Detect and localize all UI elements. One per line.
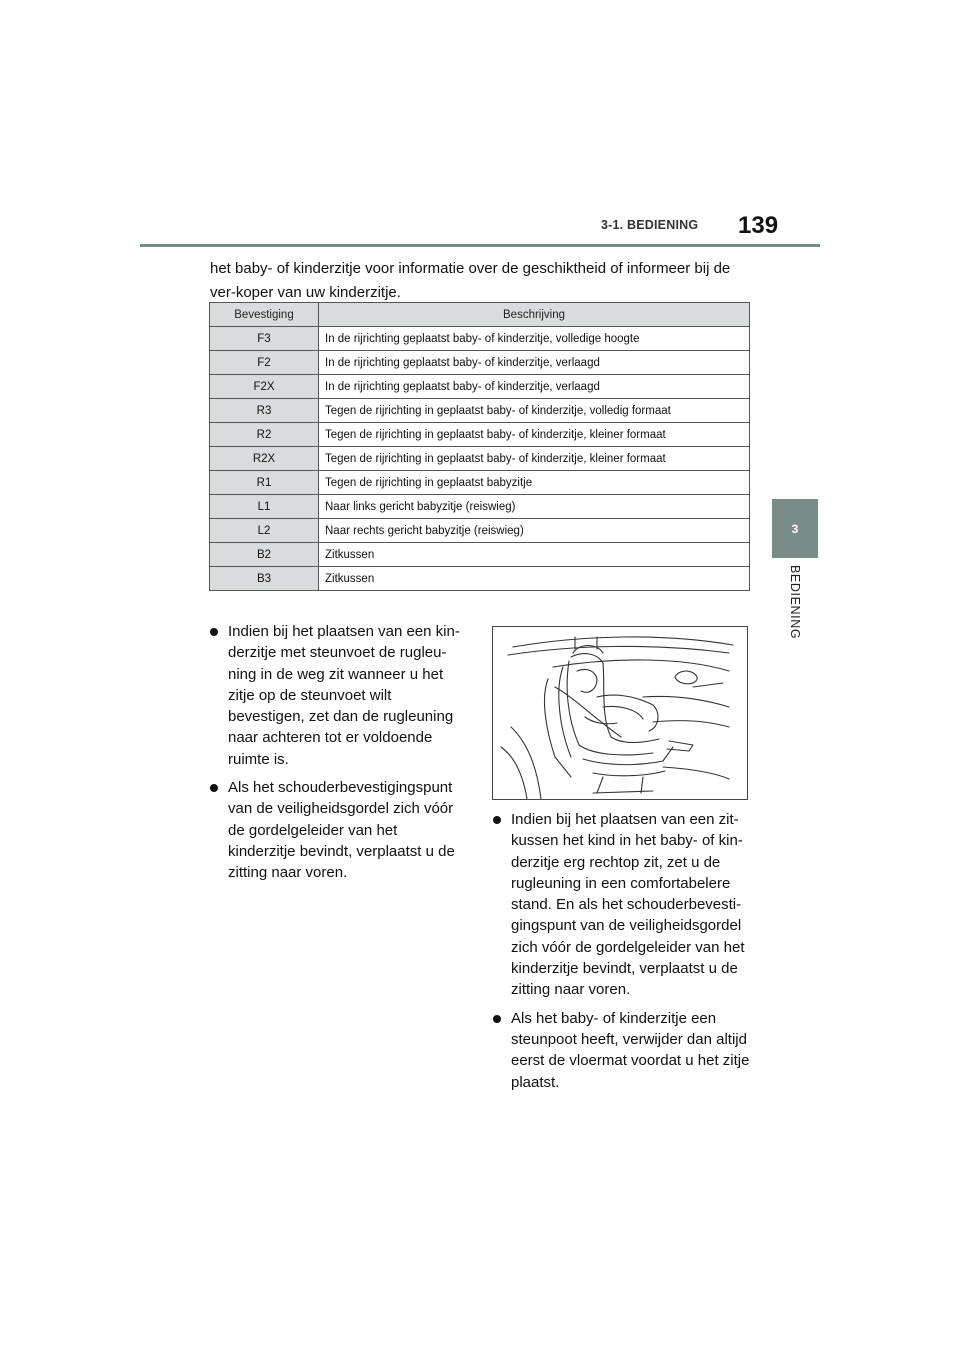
fixation-description: In de rijrichting geplaatst baby- of kinderzitje, verlaagd [319,375,750,399]
list-item [493,809,751,1001]
chapter-label: BEDIENING [788,565,802,640]
table-header-row [210,303,750,327]
fixation-description: Zitkussen [319,567,750,591]
bullet-icon [210,784,218,792]
bullet-list-right [493,809,751,1100]
bullet-icon [493,1015,501,1023]
fixation-description: Naar links gericht babyzitje (reiswieg) [319,495,750,519]
fixation-description: Tegen de rijrichting in geplaatst baby- of kinderzitje, kleiner formaat [319,447,750,471]
column-header-beschrijving: Beschrijving [319,303,750,327]
fixation-code: B3 [210,567,319,591]
table-row [210,567,750,591]
fixation-code: F2X [210,375,319,399]
car-seat-drawing [493,627,747,799]
fixation-description: Tegen de rijrichting in geplaatst baby- of kinderzitje, volledig formaat [319,399,750,423]
table-row [210,423,750,447]
table-row [210,447,750,471]
fixation-code: F3 [210,327,319,351]
fixation-description: Naar rechts gericht babyzitje (reiswieg) [319,519,750,543]
fixation-code: L1 [210,495,319,519]
bullet-text: Als het baby- of kinderzitje een steunpoot heeft, verwijder dan altijd eerst de vloermat voordat u het zitje plaatst. [511,1009,750,1091]
fixation-code: R1 [210,471,319,495]
fixation-code: F2 [210,351,319,375]
bullet-text: Indien bij het plaatsen van een kin-derzitje met steunvoet de rugleu-ning in de weg zit wanneer u het zitje op de steunvoet wilt bevestigen, zet dan de rugleuning naar achteren tot er voldoende ruimte is. [228,623,460,768]
child-seat-illustration [492,626,748,800]
list-item [493,1008,751,1093]
fixation-description: In de rijrichting geplaatst baby- of kinderzitje, verlaagd [319,351,750,375]
section-title: 3-1. BEDIENING [601,218,699,232]
fixation-table [209,302,750,591]
fixation-code: R3 [210,399,319,423]
fixation-description: Tegen de rijrichting in geplaatst baby- of kinderzitje, kleiner formaat [319,423,750,447]
table-row [210,351,750,375]
page-number: 139 [738,212,779,239]
chapter-tab [772,499,818,558]
table-row [210,375,750,399]
fixation-code: R2X [210,447,319,471]
table-row [210,543,750,567]
table-row [210,471,750,495]
table-row [210,495,750,519]
bullet-icon [493,816,501,824]
column-header-bevestiging: Bevestiging [210,303,319,327]
fixation-description: In de rijrichting geplaatst baby- of kinderzitje, volledige hoogte [319,327,750,351]
header-divider [140,244,820,247]
table-row [210,327,750,351]
table-row [210,519,750,543]
chapter-label-container [760,565,830,645]
fixation-code: B2 [210,543,319,567]
bullet-text: Als het schouderbevestigingspunt van de veiligheidsgordel zich vóór de gordelgeleider van het kinderzitje bevindt, verplaatst u de zitting naar voren. [228,779,455,882]
fixation-code: L2 [210,519,319,543]
bullet-list-left [210,621,468,891]
fixation-code: R2 [210,423,319,447]
intro-paragraph: het baby- of kinderzitje voor informatie over de geschiktheid of informeer bij de ver-koper van uw kinderzitje. [210,260,731,301]
chapter-number: 3 [791,521,799,536]
bullet-icon [210,628,218,636]
fixation-description: Zitkussen [319,543,750,567]
table-row [210,399,750,423]
fixation-description: Tegen de rijrichting in geplaatst babyzitje [319,471,750,495]
list-item [210,621,468,770]
bullet-text: Indien bij het plaatsen van een zit-kussen het kind in het baby- of kin-derzitje erg rechtop zit, zet u de rugleuning in een comfortabelere stand. En als het schouderbevesti-gingspunt van de veiligheidsgordel zich vóór de gordelgeleider van het kinderzitje bevindt, verplaatst u de zitting naar voren. [511,811,745,999]
list-item [210,777,468,883]
